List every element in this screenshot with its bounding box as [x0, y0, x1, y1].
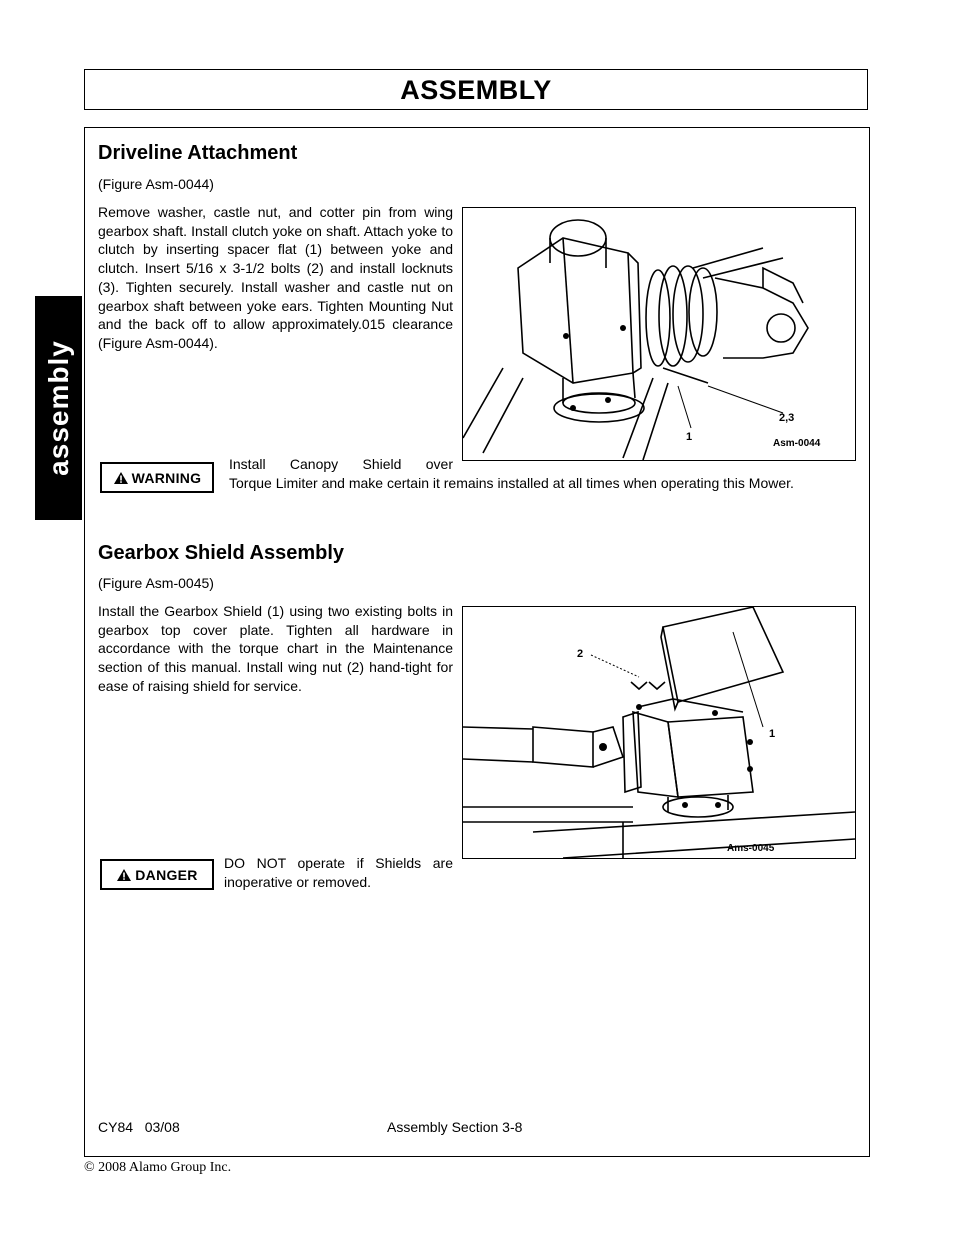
figure-reference: (Figure Asm-0044)	[98, 176, 214, 192]
danger-label	[100, 859, 214, 890]
side-section-tab	[35, 296, 82, 520]
warning-triangle-icon	[116, 868, 132, 882]
warning-text-line2: Torque Limiter and make certain it remains installed at all times when operating this Mower.	[229, 475, 794, 491]
figure-asm-0044	[462, 207, 856, 461]
warning-label	[100, 462, 214, 493]
warning-label-text: WARNING	[131, 469, 202, 486]
warning-triangle-icon	[113, 471, 129, 485]
callout-2: 2	[577, 648, 584, 660]
instruction-paragraph: Remove washer, castle nut, and cotter pin from wing gearbox shaft. Install clutch yoke on shaft. Attach yoke to clutch by inserting spacer flat (1) between yoke and clutch. Insert 5/16 x 3-1/2 bolts (2) and install locknuts (3). Tighten securely. Install washer and castle nut on gearbox shaft between yoke ears. Tighten Mounting Nut and the back off to allow approximately.015 clearance (Figure Asm-0044).	[98, 204, 453, 351]
copyright-notice: © 2008 Alamo Group Inc.	[84, 1160, 232, 1175]
figure-asm-0045	[462, 606, 856, 859]
driveline-illustration	[463, 208, 855, 460]
figure-id-label: Ams-0045	[727, 843, 775, 854]
figure-reference: (Figure Asm-0045)	[98, 575, 214, 591]
callout-1: 1	[686, 431, 693, 443]
page-header	[84, 69, 868, 110]
danger-label-text: DANGER	[135, 866, 198, 883]
instruction-paragraph: Install the Gearbox Shield (1) using two existing bolts in gearbox top cover plate. Tighten all hardware in accordance with the torque chart in the Maintenance section of this manual. Install wing nut (2) hand-tight for ease of raising shield for service.	[98, 603, 453, 694]
page-title: ASSEMBLY	[400, 75, 552, 105]
footer-model-date: CY84 03/08	[98, 1119, 180, 1135]
callout-2-3: 2,3	[779, 412, 795, 424]
section-title-driveline: Driveline Attachment	[98, 142, 298, 164]
figure-id-label: Asm-0044	[773, 438, 821, 449]
gearbox-shield-illustration	[463, 607, 855, 858]
section-title-gearbox-shield: Gearbox Shield Assembly	[98, 542, 345, 564]
footer-section: Assembly Section 3-8	[387, 1119, 523, 1135]
side-tab-label: assembly	[42, 340, 74, 476]
callout-1: 1	[769, 728, 776, 740]
danger-text: DO NOT operate if Shields are inoperative or removed.	[224, 855, 453, 890]
warning-text-line1: Install Canopy Shield over	[229, 456, 453, 472]
